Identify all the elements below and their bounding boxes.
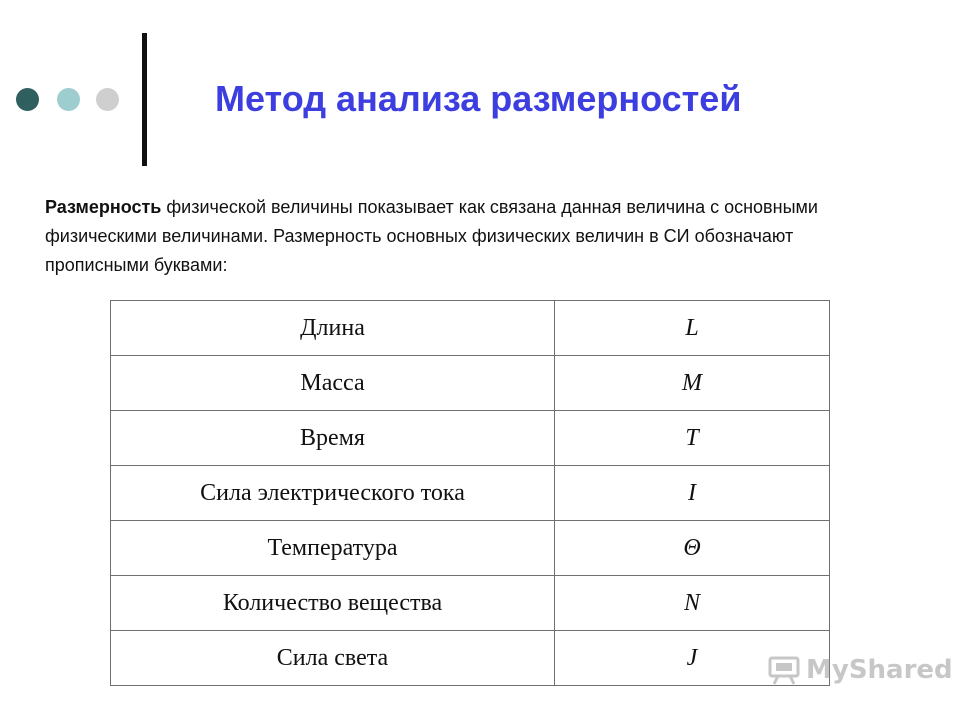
light-teal-dot	[57, 88, 80, 111]
intro-paragraph	[45, 193, 885, 280]
symbol-cell: M	[555, 356, 830, 411]
table-row	[111, 576, 830, 631]
table-row	[111, 356, 830, 411]
quantity-cell: Сила электрического тока	[111, 466, 555, 521]
watermark-text: MyShared	[806, 655, 953, 685]
dark-teal-dot	[16, 88, 39, 111]
symbol-cell: Θ	[555, 521, 830, 576]
quantity-cell: Температура	[111, 521, 555, 576]
quantity-cell: Сила света	[111, 631, 555, 686]
watermark-logo	[768, 655, 953, 685]
presentation-board-icon	[768, 655, 800, 685]
intro-bold-term: Размерность	[45, 197, 162, 217]
symbol-cell: J	[555, 631, 830, 686]
table-row	[111, 631, 830, 686]
quantity-cell: Масса	[111, 356, 555, 411]
table-row	[111, 411, 830, 466]
table-row	[111, 466, 830, 521]
quantity-cell: Количество вещества	[111, 576, 555, 631]
title-divider-bar	[142, 33, 147, 166]
intro-text: физической величины показывает как связана данная величина с основными физическими величинами. Размерность основных физических величин в СИ обозначают прописными буквами:	[45, 197, 818, 275]
quantity-cell: Время	[111, 411, 555, 466]
quantity-cell: Длина	[111, 301, 555, 356]
symbol-cell: T	[555, 411, 830, 466]
table-row	[111, 521, 830, 576]
dimensions-table	[110, 300, 830, 686]
gray-dot	[96, 88, 119, 111]
symbol-cell: I	[555, 466, 830, 521]
slide-title: Метод анализа размерностей	[215, 78, 742, 119]
symbol-cell: L	[555, 301, 830, 356]
table-row	[111, 301, 830, 356]
symbol-cell: N	[555, 576, 830, 631]
